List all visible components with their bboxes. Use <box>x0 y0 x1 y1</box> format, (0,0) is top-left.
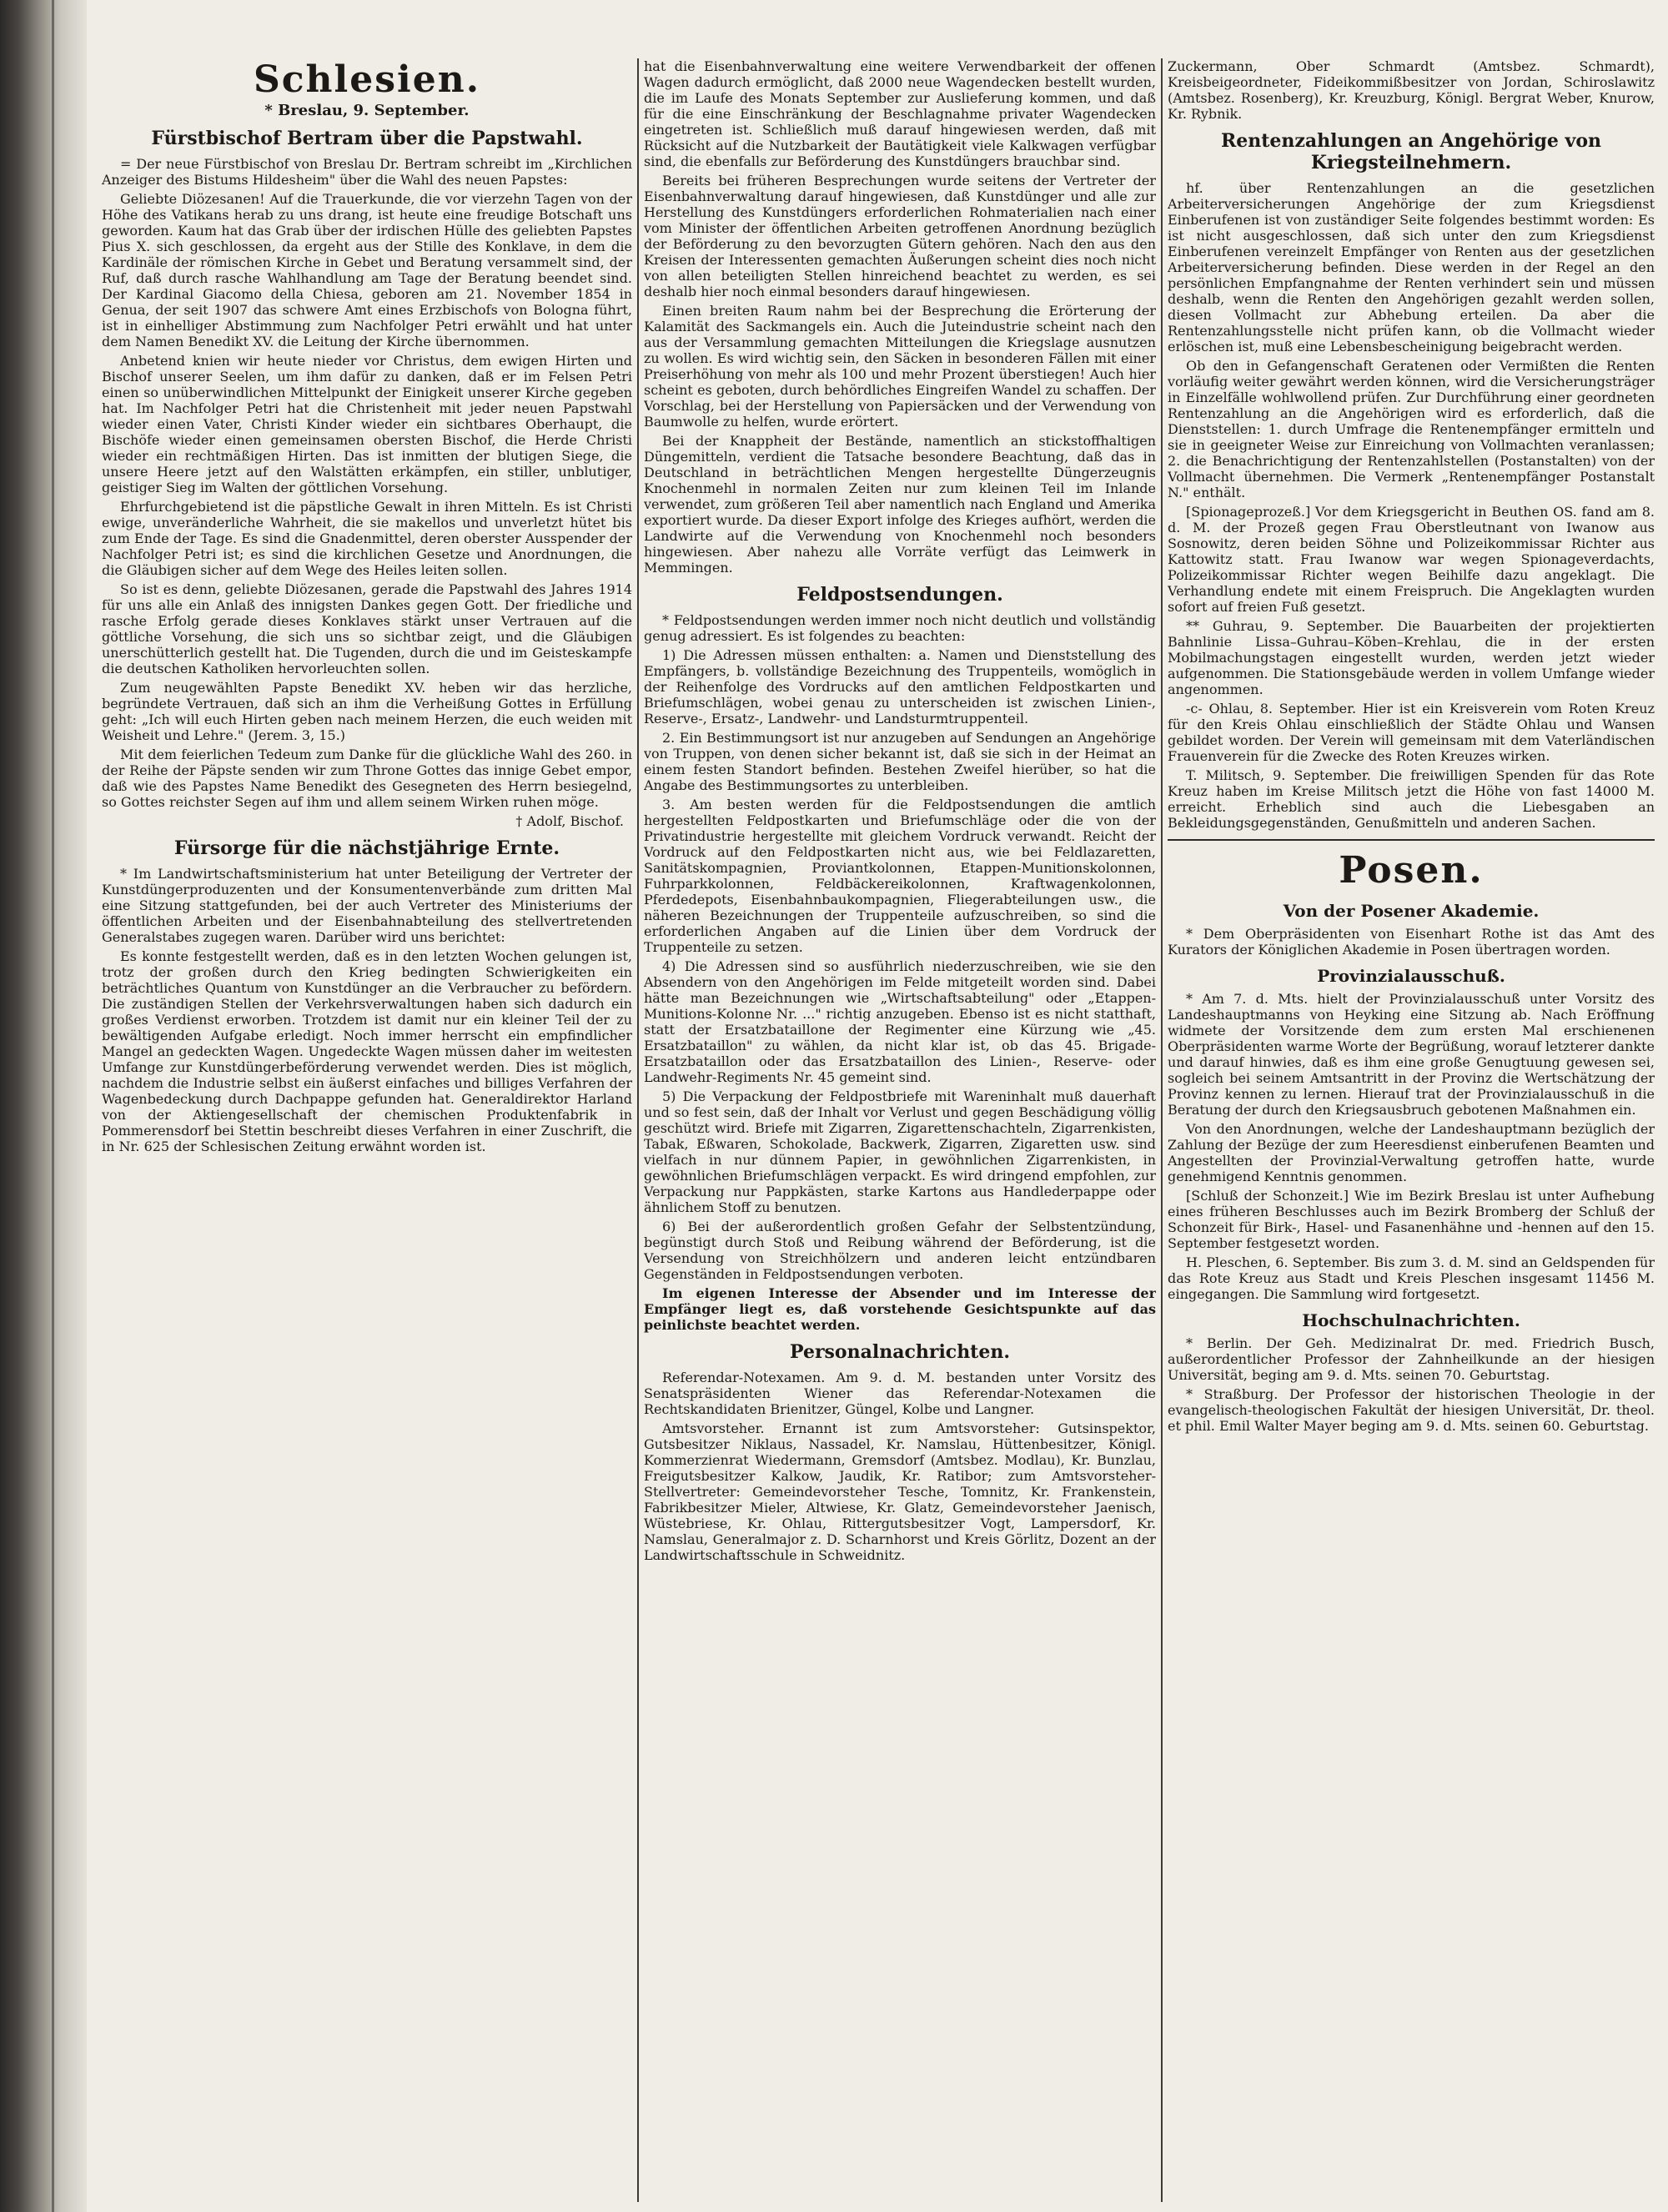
signature: † Adolf, Bischof. <box>515 813 624 829</box>
column-3 <box>1168 58 1655 2202</box>
article-title: Personalnachrichten. <box>790 1341 1010 1363</box>
article-title: Provinzialausschuß. <box>1317 966 1505 986</box>
newspaper-page <box>93 58 1655 2202</box>
section-title-posen: Posen. <box>1339 849 1484 892</box>
article-paragraph: Ob den in Gefangenschaft Geratenen oder Vermißten die Renten vorläufig weiter gewährt werden können, wird die Versicherungsträger in Einzelfälle wohlwollend prüfen. Zur Durchführung einer geordneten Rentenzahlung an die Angehörigen wird es erforderlich, daß die Dienststellen: 1. durch Umfrage die Rentenempfänger ermitteln und sie in geeigneter Weise zur Einreichung von Vollmachten veranlassen; 2. die Benachrichtigung der Rentenzahlstellen (Postanstalten) von der Vollmacht übernehmen. Die Vermerk „Rentenempfänger Postanstalt N." enthält. <box>1168 358 1655 500</box>
article-paragraph: * Am 7. d. Mts. hielt der Provinzialausschuß unter Vorsitz des Landeshauptmanns von Heyking eine Sitzung ab. Nach Eröffnung widmete der Vorsitzende dem zum ersten Mal erschienenen Oberpräsidenten warme Worte der Begrüßung, worauf letzterer dankte und darauf hinwies, daß es ihm eine große Genugtuung gewesen sei, sogleich bei seinem Amtsantritt in der Provinz die Wertschätzung der Provinz kennen zu lernen. Hierauf trat der Provinzialausschuß in die Beratung der durch den Kriegsausbruch gebotenen Maßnahmen ein. <box>1168 991 1655 1118</box>
article-paragraph: = Der neue Fürstbischof von Breslau Dr. Bertram schreibt im „Kirchlichen Anzeiger des Bistums Hildesheim" über die Wahl des neuen Papstes: <box>102 156 632 188</box>
article-paragraph: * Im Landwirtschaftsministerium hat unter Beteiligung der Vertreter der Kunstdüngerproduzenten und der Konsumentenverbände zum dritten Mal eine Sitzung stattgefunden, bei der auch Vertreter des Ministeriums der öffentlichen Arbeiten und der Eisenbahnabteilung des stellvertretenden Generalstabes zugegen waren. Darüber wird uns berichtet: <box>102 866 632 945</box>
article-paragraph: 2. Ein Bestimmungsort ist nur anzugeben auf Sendungen an Angehörige von Truppen, von denen sicher bekannt ist, daß sie sich in der Heimat an einem festen Standort befinden. Bestehen Zweifel hierüber, so hat die Angabe des Bestimmungsortes zu unterbleiben. <box>644 730 1156 793</box>
article-paragraph: [Schluß der Schonzeit.] Wie im Bezirk Breslau ist unter Aufhebung eines früheren Beschlusses auch im Bezirk Bromberg der Schluß der Schonzeit für Birk-, Hasel- und Fasanenhähne und -hennen auf den 15. September festgesetzt worden. <box>1168 1188 1655 1251</box>
article-title: Fürstbischof Bertram über die Papstwahl. <box>151 128 583 149</box>
article-paragraph: hat die Eisenbahnverwaltung eine weitere Verwendbarkeit der offenen Wagen dadurch ermöglicht, daß 2000 neue Wagendecken bestellt wurden, die im Laufe des Monats September zur Auslieferung kommen, und daß für die eine Einschränkung der Beschlagnahme privater Wagendecken eingetreten ist. Schließlich muß darauf hingewiesen werden, daß mit Rücksicht auf die Nutzbarkeit der Bautätigkeit viele Kalkwagen verfügbar sind, die ebenfalls zur Beförderung des Kunstdüngers brauchbar sind. <box>644 58 1156 169</box>
article-paragraph: 3. Am besten werden für die Feldpostsendungen die amtlich hergestellten Feldpostkarten und Briefumschläge oder die von der Privatindustrie hergestellte mit gleichem Vordruck verwandt. Reicht der Vordruck auf den Feldpostkarten nicht aus, wie bei Feldlazaretten, Sanitätskompagnien, Proviantkolonnen, Etappen-Munitionskolonnen, Fuhrparkkolonnen, Feldbäckereikolonnen, Kraftwagenkolonnen, Pferdedepots, Eisenbahnbaukompagnien, Fliegerabteilungen usw., die näheren Bezeichnungen der Truppenteile aufzuschreiben, so sind die erforderlichen Angaben auf die Linien über dem Vordruck der Truppenteile zu setzen. <box>644 797 1156 955</box>
article-paragraph: Zuckermann, Ober Schmardt (Amtsbez. Schmardt), Kreisbeigeordneter, Fideikommißbesitzer von Jordan, Schiroslawitz (Amtsbez. Rosenberg), Kr. Kreuzburg, Königl. Bergrat Weber, Knurow, Kr. Rybnik. <box>1168 58 1655 122</box>
article-paragraph: Bereits bei früheren Besprechungen wurde seitens der Vertreter der Eisenbahnverwaltung darauf hingewiesen, daß Kunstdünger und alle zur Herstellung des Kunstdüngers erforderlichen Rohmaterialien nach einer vom Minister der öffentlichen Arbeiten getroffenen Anordnung bezüglich der Beförderung zu den bevorzugten Gütern gehören. Nach den aus den Kreisen der Interessenten gemachten Äußerungen scheint dies noch nicht von allen beteiligten Stellen hinreichend beachtet zu werden, es sei deshalb hier noch einmal besonders darauf hingewiesen. <box>644 173 1156 299</box>
article-title: Fürsorge für die nächstjährige Ernte. <box>173 837 560 859</box>
article-paragraph: 4) Die Adressen sind so ausführlich niederzuschreiben, wie sie den Absendern von den Angehörigen im Felde mitgeteilt worden sind. Dabei hätte man Bezeichnungen wie „Wirtschaftsabteilung" oder „Etappen-Munitions-Kolonne Nr. ..." richtig anzugeben. Ebenso ist es nicht statthaft, statt der Ersatzbataillone der Regimenter eine Kürzung wie „45. Ersatzbataillon" zu wählen, da nicht klar ist, ob das 45. Brigade-Ersatzbataillon oder das Ersatzbataillon des Linien-, Reserve- oder Landwehr-Regiments Nr. 45 gemeint sind. <box>644 958 1156 1085</box>
article-paragraph: Referendar-Notexamen. Am 9. d. M. bestanden unter Vorsitz des Senatspräsidenten Wiener das Referendar-Notexamen die Rechtskandidaten Brienitzer, Güngel, Kolbe und Langner. <box>644 1370 1156 1417</box>
article-paragraph: 6) Bei der außerordentlich großen Gefahr der Selbstentzündung, begünstigt durch Stoß und Reibung während der Beförderung, ist die Versendung von Streichhölzern und anderen leicht entzündbaren Gegenständen in Feldpostsendungen verboten. <box>644 1219 1156 1282</box>
article-title: Rentenzahlungen an Angehörige von Kriegsteilnehmern. <box>1220 130 1602 173</box>
article-paragraph: * Feldpostsendungen werden immer noch nicht deutlich und vollständig genug adressiert. Es ist folgendes zu beachten: <box>644 612 1156 644</box>
article-paragraph: So ist es denn, geliebte Diözesanen, gerade die Papstwahl des Jahres 1914 für uns alle ein Anlaß des innigsten Dankes gegen Gott. Der friedliche und rasche Erfolg gerade dieses Konklaves stärkt unser Vertrauen auf die göttliche Vorsehung, die sich uns so sichtbar zeigt, und die Gläubigen unerschütterlich gestellt hat. Die Tugenden, durch die und im Geisteskampfe die deutschen Katholiken hervorleuchten sollen. <box>102 581 632 676</box>
column-rule <box>1161 58 1163 2202</box>
article-paragraph: Geliebte Diözesanen! Auf die Trauerkunde, die vor vierzehn Tagen von der Höhe des Vatikans herab zu uns drang, ist heute eine freudige Botschaft uns geworden. Kaum hat das Grab über der irdischen Hülle des geliebten Papstes Pius X. sich geschlossen, da ergeht aus der Stille des Konklave, in dem die Kardinäle der römischen Kirche in Gebet und Beratung versammelt sind, der Ruf, daß durch rasche Wahlhandlung am Tage der Beratung beendet sind. Der Kardinal Giacomo della Chiesa, geboren am 21. November 1854 in Genua, der seit 1907 das schwere Amt eines Erzbischofs von Bologna führt, ist in einhelliger Abstimmung zum Nachfolger Petri erwählt und hat unter dem Namen Benedikt XV. die Leitung der Kirche übernommen. <box>102 191 632 349</box>
article-title: Feldpostsendungen. <box>796 584 1003 606</box>
article-paragraph: 1) Die Adressen müssen enthalten: a. Namen und Dienststellung des Empfängers, b. vollständige Bezeichnung des Truppenteils, womöglich in der Reihenfolge des Vordrucks auf den amtlichen Feldpostkarten und Briefumschlägen, wobei genau zu unterscheiden ist zwischen Linien-, Reserve-, Ersatz-, Landwehr- und Landsturmtruppenteil. <box>644 647 1156 726</box>
article-paragraph: hf. über Rentenzahlungen an die gesetzlichen Arbeiterversicherungen Angehörige der zum Kriegsdienst Einberufenen ist von zuständiger Seite folgendes bestimmt worden: Es ist nicht ausgeschlossen, daß sich unter den zum Kriegsdienst Einberufenen vereinzelt Empfänger von Renten aus der gesetzlichen Arbeiterversicherung befinden. Diese werden in der Regel an den persönlichen Empfangnahme der Renten verhindert sein und müssen deshalb, wenn die Renten den Angehörigen gezahlt werden sollen, diesen Vollmacht zur Abhebung erteilen. Da aber die Rentenzahlungsstelle nicht prüfen kann, ob die Vollmacht wieder erlöschen ist, muß eine Lebensbescheinigung beigebracht werden. <box>1168 180 1655 354</box>
article-paragraph: Es konnte festgestellt werden, daß es in den letzten Wochen gelungen ist, trotz der großen durch den Krieg bedingten Schwierigkeiten ein beträchtliches Quantum von Kunstdünger an die Verbraucher zu befördern. Die zuständigen Stellen der Verkehrsverwaltungen haben sich dadurch ein großes Verdienst erworben. Trotzdem ist damit nur ein kleiner Teil der zu bewältigenden Aufgabe erledigt. Noch immer herrscht ein empfindlicher Mangel an gedeckten Wagen. Ungedeckte Wagen müssen daher im weitesten Umfange zur Kunstdüngerbeförderung verwendet werden. Dies ist möglich, nachdem die Industrie selbst ein äußerst einfaches und billiges Verfahren der Wagenbedeckung durch Dachpappe gefunden hat. Generaldirektor Harland von der Aktiengesellschaft der chemischen Produktenfabrik in Pommerensdorf bei Stettin beschreibt dieses Verfahren in einer Zuschrift, die in Nr. 625 der Schlesischen Zeitung erwähnt worden ist. <box>102 948 632 1154</box>
article-paragraph: Im eigenen Interesse der Absender und im Interesse der Empfänger liegt es, daß vorstehende Gesichtspunkte auf das peinlichste beachtet werden. <box>644 1285 1156 1333</box>
article-paragraph: * Dem Oberpräsidenten von Eisenhart Rothe ist das Amt des Kurators der Königlichen Akademie in Posen übertragen worden. <box>1168 926 1655 958</box>
article-paragraph: T. Militsch, 9. September. Die freiwilligen Spenden für das Rote Kreuz haben im Kreise Militsch jetzt die Höhe von fast 14000 M. erreicht. Erheblich sind auch die Liebesgaben an Bekleidungsgegenständen, Genußmitteln und anderen Sachen. <box>1168 767 1655 831</box>
article-paragraph: Anbetend knien wir heute nieder vor Christus, dem ewigen Hirten und Bischof unserer Seelen, um ihm dafür zu danken, daß er im Felsen Petri einen so unüberwindlichen Mittelpunkt der Einigkeit unserer Kirche gegeben hat. Im Nachfolger Petri hat die Christenheit mit jeder neuen Papstwahl wieder einen Vater, Christi Kinder wieder ein sichtbares Oberhaupt, die Bischöfe wieder einen gemeinsamen obersten Bischof, die Herde Christi wieder ein rechtmäßigen Hirten. Das ist inmitten der blutigen Siege, die unsere Heere jetzt auf den Walstätten erkämpfen, ein stiller, unblutiger, geistiger Sieg im Walten der göttlichen Vorsehung. <box>102 353 632 495</box>
article-paragraph: * Straßburg. Der Professor der historischen Theologie in der evangelisch-theologischen Fakultät der hiesigen Universität, Dr. theol. et phil. Emil Walter Mayer beging am 9. d. Mts. seinen 60. Geburtstag. <box>1168 1386 1655 1434</box>
article-paragraph: * Berlin. Der Geh. Medizinalrat Dr. med. Friedrich Busch, außerordentlicher Professor der Zahnheilkunde an der hiesigen Universität, beging am 9. d. Mts. seinen 70. Geburtstag. <box>1168 1335 1655 1383</box>
column-2 <box>644 58 1156 2202</box>
article-title: Hochschulnachrichten. <box>1302 1310 1520 1330</box>
article-paragraph: Von den Anordnungen, welche der Landeshauptmann bezüglich der Zahlung der Bezüge der zum Heeresdienst einberufenen Beamten und Angestellten der Provinzial-Verwaltung getroffen hatte, wurde genehmigend Kenntnis genommen. <box>1168 1121 1655 1184</box>
column-rule <box>637 58 639 2202</box>
article-paragraph: Bei der Knappheit der Bestände, namentlich an stickstoffhaltigen Düngemitteln, verdient die Tatsache besondere Beachtung, daß das in Deutschland in beträchtlichen Mengen hergestellte Düngerzeugnis Knochenmehl in normalen Zeiten nur zum kleinen Teil im Inlande verwendet, zum größeren Teil aber namentlich nach England und Amerika exportiert wurde. Da dieser Export infolge des Krieges aufhört, werden die Landwirte auf die Verwendung von Knochenmehl noch besonders hingewiesen. Aber nahezu alle Vorräte verfügt das Leimwerk in Memmingen. <box>644 433 1156 576</box>
article-paragraph: [Spionageprozeß.] Vor dem Kriegsgericht in Beuthen OS. fand am 8. d. M. der Prozeß gegen Frau Oberstleutnant von Iwanow aus Sosnowitz, deren beiden Söhne und Polizeikommissar Richter aus Kattowitz statt. Frau Iwanow war wegen Spionageverdachts, Polizeikommissar Richter wegen Beihilfe dazu angeklagt. Die Verhandlung endete mit einem Freispruch. Die Angeklagten wurden sofort auf freien Fuß gesetzt. <box>1168 504 1655 615</box>
article-paragraph: -c- Ohlau, 8. September. Hier ist ein Kreisverein vom Roten Kreuz für den Kreis Ohlau einschließlich der Städte Ohlau und Wansen gebildet worden. Der Verein will gemeinsam mit dem Vaterländischen Frauenverein für die Zwecke des Roten Kreuzes wirken. <box>1168 701 1655 764</box>
section-divider <box>1168 839 1655 841</box>
article-paragraph: ** Guhrau, 9. September. Die Bauarbeiten der projektierten Bahnlinie Lissa–Guhrau–Köben–Krehlau, die in der ersten Mobilmachungstagen eingestellt wurden, werden jetzt wieder aufgenommen. Die Stationsgebäude werden in vollem Umfange wieder angenommen. <box>1168 618 1655 697</box>
article-paragraph: Ehrfurchgebietend ist die päpstliche Gewalt in ihren Mitteln. Es ist Christi ewige, unveränderliche Wahrheit, die sie makellos und unverletzt hütet bis zum Ende der Tage. Es sind die Gnadenmittel, deren oberster Ausspender der Nachfolger Petri ist; es sind die kirchlichen Gesetze und Anordnungen, die die Gläubigen sicher auf dem Wege des Heiles leiten sollen. <box>102 499 632 578</box>
book-binding-edge <box>0 0 87 2212</box>
article-paragraph: 5) Die Verpackung der Feldpostbriefe mit Wareninhalt muß dauerhaft und so fest sein, daß der Inhalt vor Verlust und gegen Beschädigung völlig geschützt wird. Briefe mit Zigarren, Zigarettenschachteln, Zigarrenkisten, Tabak, Eßwaren, Schokolade, Backwerk, Zigarren, Zigaretten usw. sind vielfach in nur dünnem Papier, in gewöhnlichen Zigarrenkisten, in gewöhnlichen Briefumschlägen verpackt. Es wird dringend empfohlen, zur Verpackung nur Pappkästen, starke Kartons aus Handlederpappe oder ähnlichem Stoff zu benutzen. <box>644 1088 1156 1215</box>
article-title: Von der Posener Akademie. <box>1283 901 1540 921</box>
article-paragraph: Amtsvorsteher. Ernannt ist zum Amtsvorsteher: Gutsinspektor, Gutsbesitzer Niklaus, Nassadel, Kr. Namslau, Hüttenbesitzer, Königl. Kommerzienrat Wiedermann, Gremsdorf (Amtsbez. Modlau), Kr. Bunzlau, Freigutsbesitzer Kalkow, Jaudik, Kr. Ratibor; zum Amtsvorsteher-Stellvertreter: Gemeindevorsteher Tesche, Tomnitz, Kr. Frankenstein, Fabrikbesitzer Mieler, Altwiese, Kr. Glatz, Gemeindevorsteher Jaenisch, Wüstebriese, Kr. Ohlau, Rittergutsbesitzer Vogt, Lampersdorf, Kr. Namslau, Generalmajor z. D. Scharnhorst und Kreis Görlitz, Dozent an der Landwirtschaftsschule in Schweidnitz. <box>644 1420 1156 1563</box>
article-paragraph: H. Pleschen, 6. September. Bis zum 3. d. M. sind an Geldspenden für das Rote Kreuz aus Stadt und Kreis Pleschen insgesamt 11456 M. eingegangen. Die Sammlung wird fortgesetzt. <box>1168 1254 1655 1302</box>
dateline: * Breslau, 9. September. <box>264 102 470 119</box>
article-paragraph: Einen breiten Raum nahm bei der Besprechung die Erörterung der Kalamität des Sackmangels ein. Auch die Juteindustrie scheint nach den aus der Versammlung gemachten Mitteilungen die Kriegslage ausnutzen zu wollen. Es wird wichtig sein, den Säcken in besonderen Fällen mit einer Preiserhöhung von mehr als 100 und mehr Prozent überstiegen! Auch hier scheint es geboten, durch behördliches Eingreifen Wandel zu schaffen. Der Vorschlag, bei der Herstellung von Papiersäcken und der Verwendung von Baumwolle zu helfen, wurde erörtert. <box>644 303 1156 430</box>
article-paragraph: Zum neugewählten Papste Benedikt XV. heben wir das herzliche, begründete Vertrauen, daß sich an ihm die Verheißung Gottes in Erfüllung geht: „Ich will euch Hirten geben nach meinem Herzen, die euch weiden mit Weisheit und Lehre." (Jerem. 3, 15.) <box>102 680 632 743</box>
section-title-schlesien: Schlesien. <box>253 58 481 101</box>
article-paragraph: Mit dem feierlichen Tedeum zum Danke für die glückliche Wahl des 260. in der Reihe der Päpste senden wir zum Throne Gottes das innige Gebet empor, daß wie des Papstes Name Benedikt des Gesegneten des Herrn besiegelnd, so Gottes reichster Segen auf ihm und allem seinem Wirken ruhen möge. <box>102 747 632 810</box>
column-1 <box>102 58 632 2202</box>
